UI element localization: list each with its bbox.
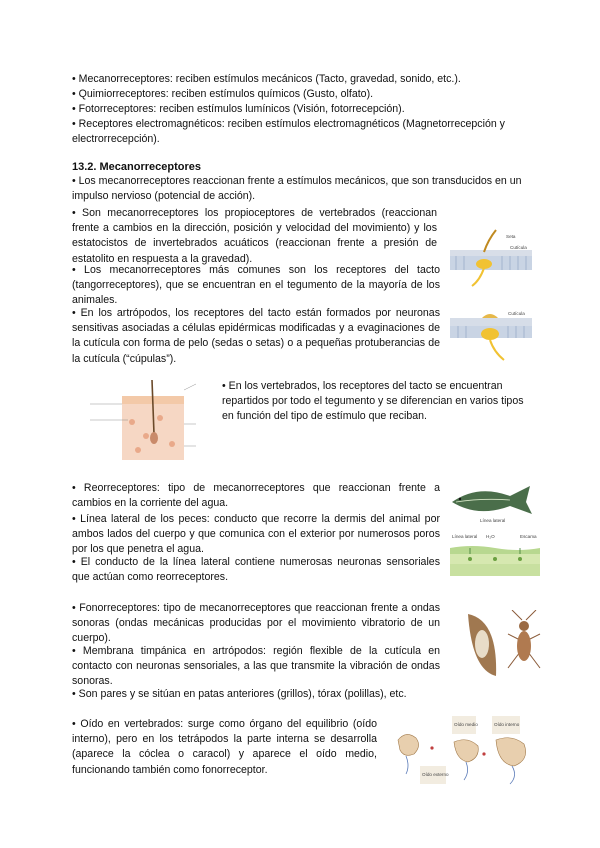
section-title: 13.2. Mecanorreceptores <box>72 161 202 173</box>
cuticle-layer <box>450 250 532 256</box>
skin-section-figure <box>88 374 208 466</box>
cupula-cuticle-label: Cutícula <box>508 311 525 316</box>
outer-ear-label: Oído externo <box>422 772 449 777</box>
cupula-receptor-figure <box>450 306 532 362</box>
sensory-neuron <box>476 259 492 269</box>
cricket-body <box>517 631 531 661</box>
paragraph-vertebrados: • En los vertebrados, los receptores del tacto se encuentran repartidos por todo el tegumento y se diferencian en varios tipos en función del tipo de estímulo que reciban. <box>222 380 524 423</box>
ear-figure <box>392 714 542 790</box>
paragraph-linea-lateral: • Línea lateral de los peces: conducto que recorre la dermis del animal por ambos lados del cuerpo y que comunica con el exterior por numerosos poros por los que penetra el agua. <box>72 513 440 556</box>
paragraph-oido: • Oído en vertebrados: surge como órgano del equilibrio (oído interno), pero en los tetrápodos la parte interna se desarrolla (aparece la cóclea o caracol) y aparece el oído medio, funcionando también como fonorreceptor. <box>72 718 377 776</box>
ear-sketch-1 <box>398 734 419 755</box>
paragraph-definition: • Los mecanorreceptores reaccionan frente a estímulos mecánicos, que son transducidos en un impulso nervioso (potencial de acción). <box>72 175 522 203</box>
fish-label: Línea lateral <box>480 518 506 523</box>
paragraph-artropodos: • En los artrópodos, los receptores del tacto están formados por neuronas sensitivas asociadas a células epidérmicas modificadas y a evaginaciones de la cutícula con forma de pelo (sedas o setas) o a pequeñas protuberancias de la cutícula (“cúpulas”). <box>72 307 440 365</box>
paragraph-conducto: • El conducto de la línea lateral contiene numerosas neuronas sensoriales que actúan como reorreceptores. <box>72 556 440 584</box>
cupula-neuron <box>481 328 499 340</box>
paragraph-membrana-timpanica: • Membrana timpánica en artrópodos: región flexible de la cutícula en contacto con neuronas sensoriales, a las que transmite la vibración de ondas sonoras. <box>72 645 440 688</box>
cricket-figure <box>506 610 542 680</box>
paragraph-propioceptores: • Son mecanorreceptores los propioceptores de vertebrados (reaccionan frente a cambios en la dirección, posición y velocidad del movimiento) y los estatocistos de invertebrados acuáticos (reaccionan frente a presión de estatolito en respuesta a la gravedad). <box>72 207 437 265</box>
paragraph-fonorreceptores: • Fonorreceptores: tipo de mecanorreceptores que reaccionan frente a ondas sonoras (ondas mecánicas producidas por el movimiento vibratorio de un cuerpo). <box>72 602 440 645</box>
cuticle-label: Cutícula <box>510 245 527 250</box>
lateral-line-label: Línea lateral <box>452 534 478 539</box>
intro-item-3: • Fotorreceptores: reciben estímulos lumínicos (Visión, fotorrecepción). <box>72 103 405 115</box>
tympanic-membrane <box>475 630 489 658</box>
intro-item-4: • Receptores electromagnéticos: reciben estímulos electromagnéticos (Magnetorrecepción y electrorrecepción). <box>72 118 505 146</box>
scale-label: Escama <box>520 534 537 539</box>
water-label: H₂O <box>486 534 495 539</box>
intro-item-2: • Quimiorreceptores: reciben estímulos químicos (Gusto, olfato). <box>72 88 374 100</box>
tympanum-figure <box>462 610 502 680</box>
lateral-line-figure <box>450 530 540 580</box>
middle-ear-label: Oído medio <box>454 722 478 727</box>
fish-figure <box>448 478 540 528</box>
paragraph-pares: • Son pares y se sitúan en patas anteriores (grillos), tórax (polillas), etc. <box>72 688 407 700</box>
seta-receptor-figure <box>450 228 532 288</box>
seta-label: Seta <box>506 234 516 239</box>
paragraph-tangorreceptores: • Los mecanorreceptores más comunes son los receptores del tacto (tangorreceptores), que se encuentran en el tegumento de la mayoría de los animales. <box>72 264 440 307</box>
cricket-head <box>519 621 529 631</box>
inner-ear-label: Oído interno <box>494 722 520 727</box>
paragraph-reorreceptores: • Reorreceptores: tipo de mecanorreceptores que reaccionan frente a cambios en la corriente del agua. <box>72 482 440 510</box>
intro-item-1: • Mecanorreceptores: reciben estímulos mecánicos (Tacto, gravedad, sonido, etc.). <box>72 73 461 85</box>
